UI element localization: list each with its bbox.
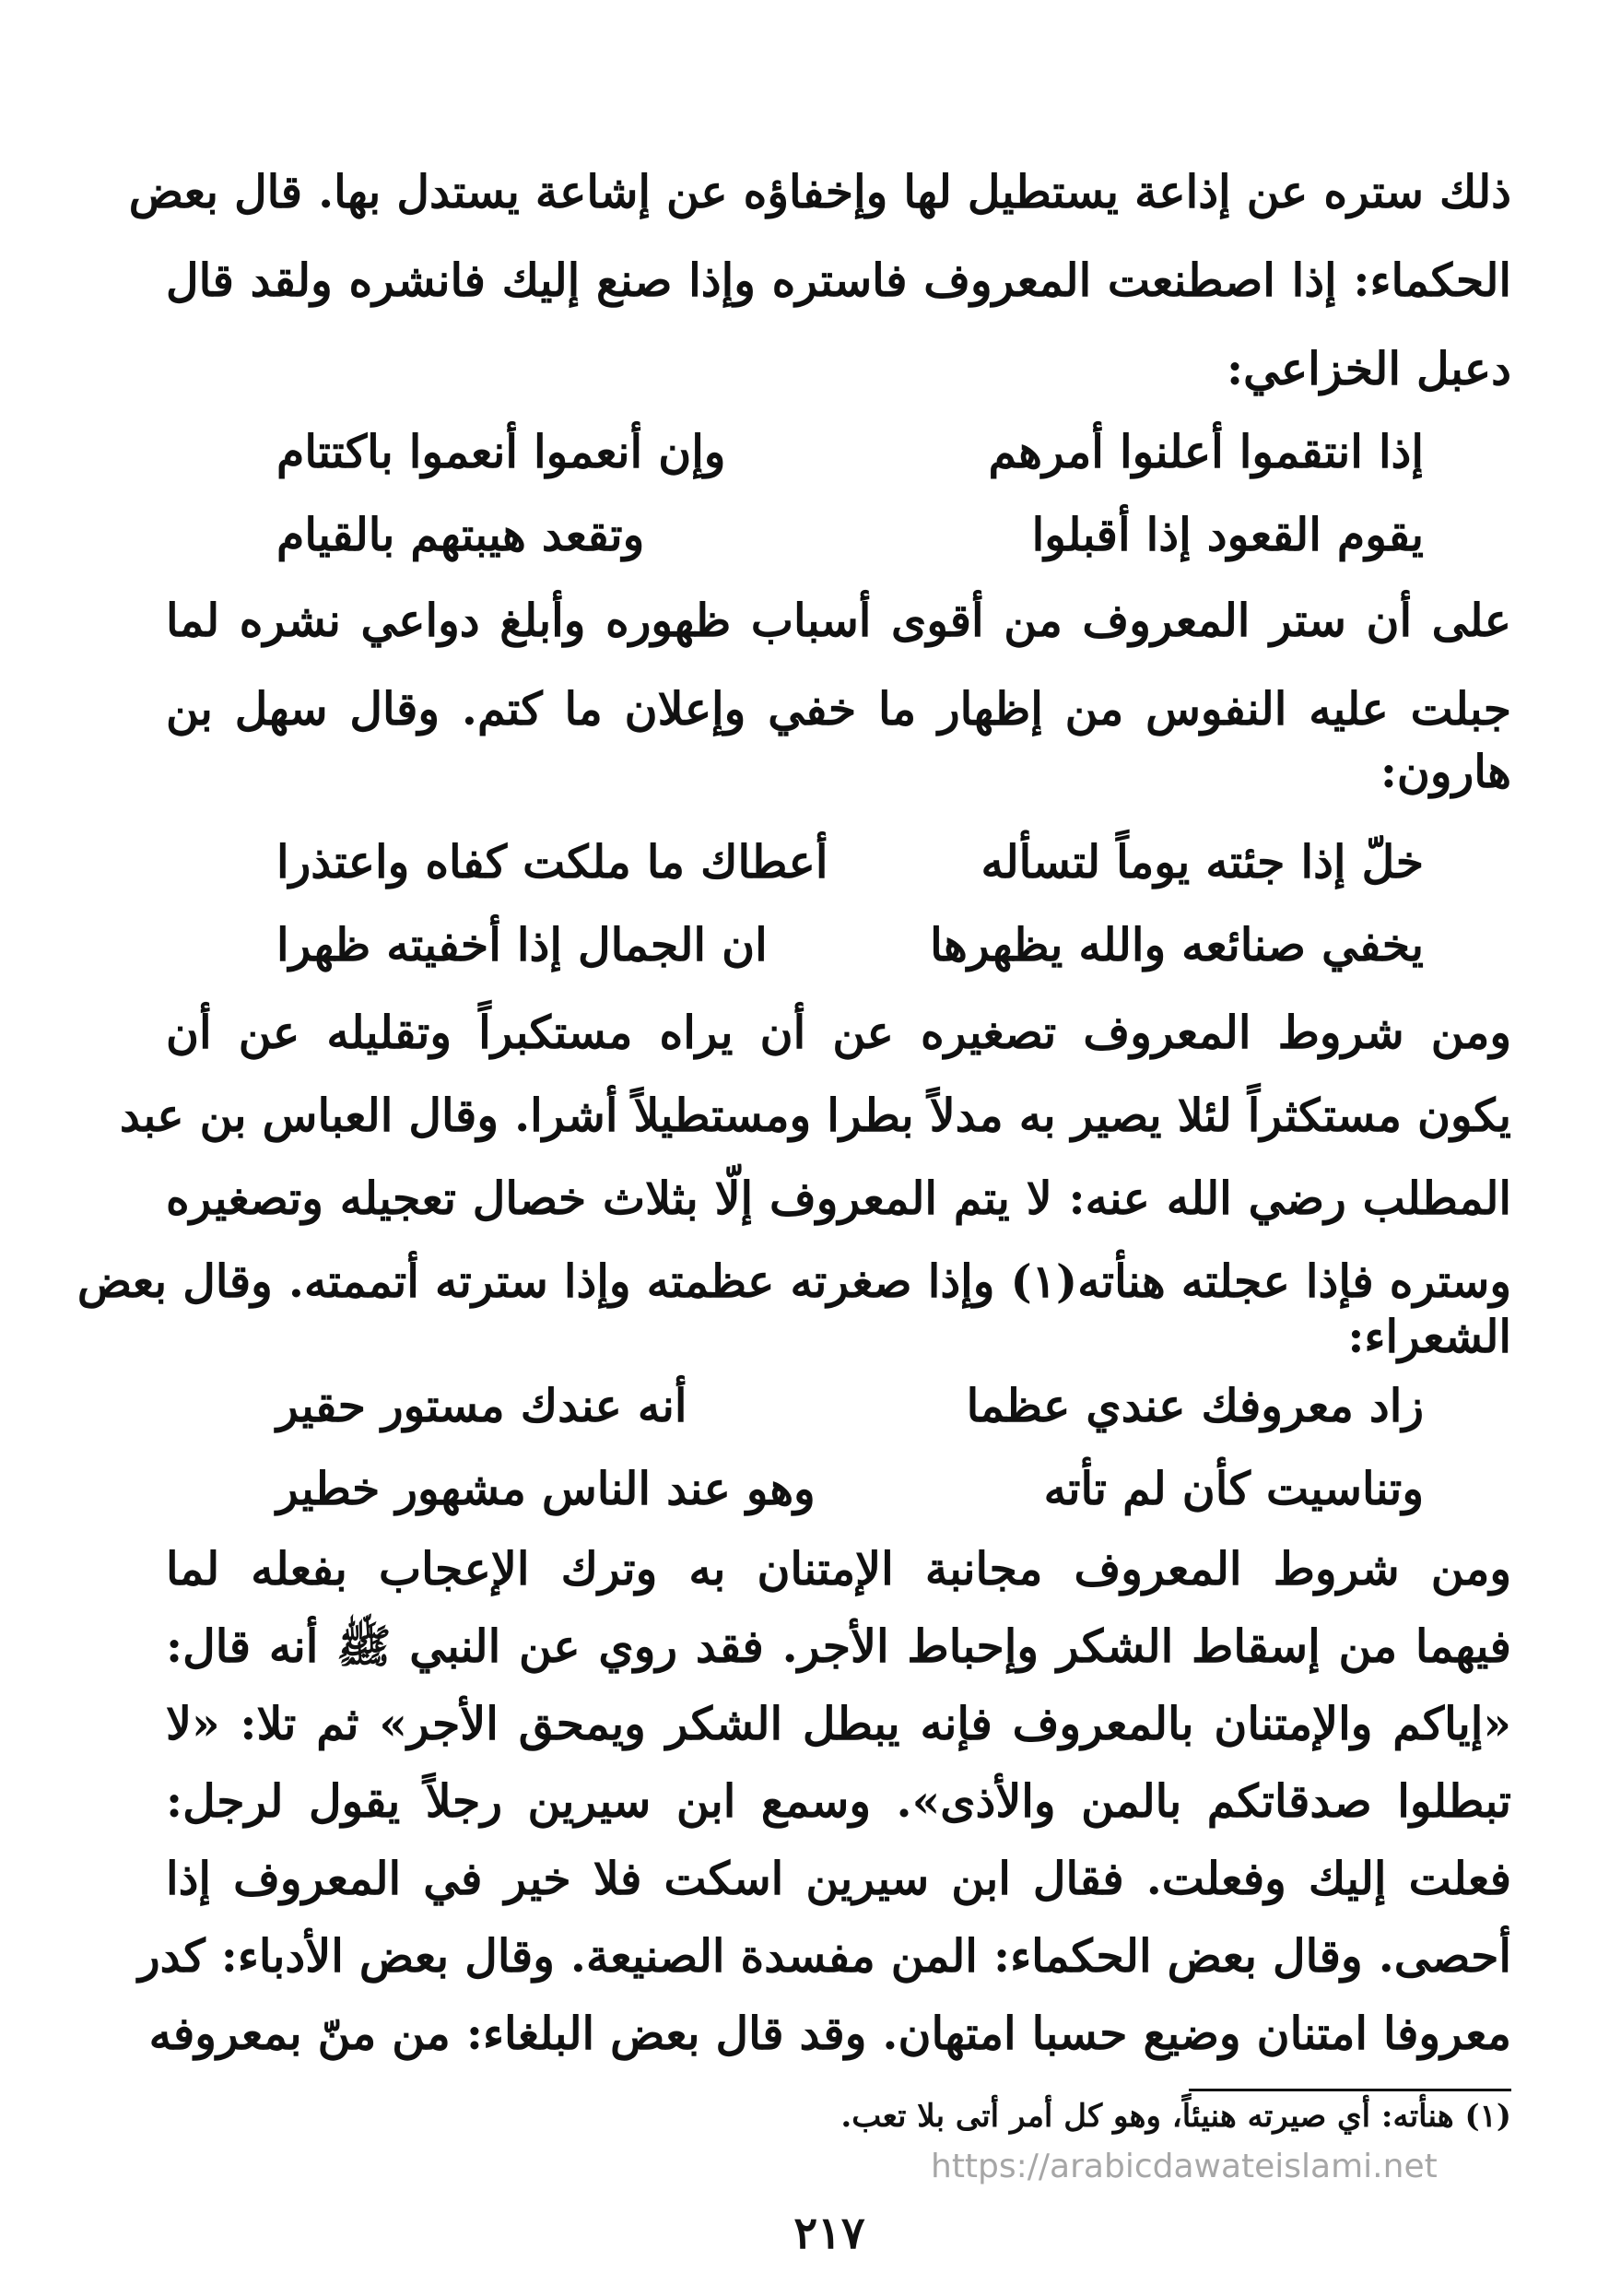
- paragraph-line: فيهما من إسقاط الشكر وإحباط الأجر. فقد روي عن النبي ﷺ أنه قال:: [166, 1619, 1511, 1673]
- paragraph-line: تبطلوا صدقاتكم بالمن والأذى». وسمع ابن سيرين رجلاً يقول لرجل:: [166, 1774, 1511, 1828]
- watermark-url: https://arabicdawateislami.net: [931, 2148, 1438, 2185]
- paragraph-line: ذلك ستره عن إذاعة يستطيل لها وإخفاؤه عن إشاعة يستدل بها. قال بعض: [128, 165, 1511, 218]
- verse-line: [276, 1447, 1424, 1530]
- verse-second-hemistich: وتقعد هيبتهم بالقيام: [276, 508, 645, 561]
- paragraph-3: [76, 991, 1511, 1378]
- verse-first-hemistich: يخفي صنائعه والله يظهرها: [930, 918, 1424, 971]
- paragraph-1: [128, 147, 1511, 413]
- paragraph-line: أحصى. وقال بعض الحكماء: المن مفسدة الصنيعة. وقال بعض الأدباء: كدر: [137, 1929, 1511, 1983]
- verse-second-hemistich: وهو عند الناس مشهور خطير: [276, 1462, 816, 1515]
- paragraph-line: وستره فإذا عجلته هنأته(١) وإذا صغرته عظمته وإذا سترته أتممته. وقال بعض: [76, 1254, 1511, 1308]
- paragraph-4: [137, 1530, 1511, 2072]
- paragraph-line: هارون:: [1380, 745, 1511, 798]
- paragraph-line: فعلت إليك وفعلت. فقال ابن سيرين اسكت فلا خير في المعروف إذا: [166, 1852, 1511, 1905]
- verse-second-hemistich: أعطاك ما ملكت كفاه واعتذرا: [276, 835, 828, 889]
- paragraph-line: معروفا امتنان وضيع حسبا امتهان. وقد قال بعض البلغاء: من منّ بمعروفه: [148, 2007, 1511, 2060]
- paragraph-line: على أن ستر المعروف من أقوى أسباب ظهوره وأبلغ دواعي نشره لما: [166, 594, 1511, 647]
- verse-line: [276, 493, 1424, 576]
- verse-first-hemistich: يقوم القعود إذا أقبلوا: [1031, 508, 1424, 561]
- verse-line: [276, 820, 1424, 903]
- paragraph-line: دعبل الخزاعي:: [1226, 342, 1511, 395]
- verse-second-hemistich: وإن أنعموا أنعموا باكتتام: [276, 425, 726, 478]
- paragraph-2: [166, 576, 1511, 816]
- verse-second-hemistich: أنه عندك مستور حقير: [276, 1379, 687, 1432]
- verse-line: [276, 903, 1424, 986]
- paragraph-line: يكون مستكثراً لئلا يصير به مدلاً بطرا ومستطيلاً أشرا. وقال العباس بن عبد: [119, 1089, 1511, 1142]
- verse-line: [276, 1364, 1424, 1447]
- paragraph-line: الشعراء:: [1347, 1310, 1511, 1363]
- paragraph-line: ومن شروط المعروف تصغيره عن أن يراه مستكبراً وتقليله عن أن: [166, 1006, 1511, 1059]
- paragraph-line: المطلب رضي الله عنه: لا يتم المعروف إلّا بثلاث خصال تعجيله وتصغيره: [166, 1172, 1511, 1225]
- paragraph-line: الحكماء: إذا اصطنعت المعروف فاستره وإذا صنع إليك فانشره ولقد قال: [166, 253, 1511, 307]
- verse-first-hemistich: وتناسيت كأن لم تأته: [1043, 1462, 1424, 1515]
- verse-first-hemistich: خلّ إذا جئته يوماً لتسأله: [981, 835, 1424, 889]
- paragraph-line: «إياكم والإمتنان بالمعروف فإنه يبطل الشكر ويمحق الأجر» ثم تلا: «لا: [166, 1697, 1511, 1750]
- paragraph-line: ومن شروط المعروف مجانبة الإمتنان به وترك الإعجاب بفعله لما: [166, 1542, 1511, 1595]
- paragraph-line: جبلت عليه النفوس من إظهار ما خفي وإعلان ما كتم. وقال سهل بن: [166, 682, 1511, 736]
- verse-first-hemistich: إذا انتقموا أعلنوا أمرهم: [988, 425, 1424, 478]
- footnote: (١) هنأته: أي صيرته هنيئاً، وهو كل أمر أتى بلا تعب.: [840, 2098, 1511, 2135]
- page-number: ٢١٧: [793, 2208, 865, 2259]
- verse-line: [276, 410, 1424, 493]
- verse-second-hemistich: ان الجمال إذا أخفيته ظهرا: [276, 918, 768, 971]
- footnote-separator: [1189, 2089, 1511, 2091]
- verse-first-hemistich: زاد معروفك عندي عظما: [966, 1379, 1424, 1432]
